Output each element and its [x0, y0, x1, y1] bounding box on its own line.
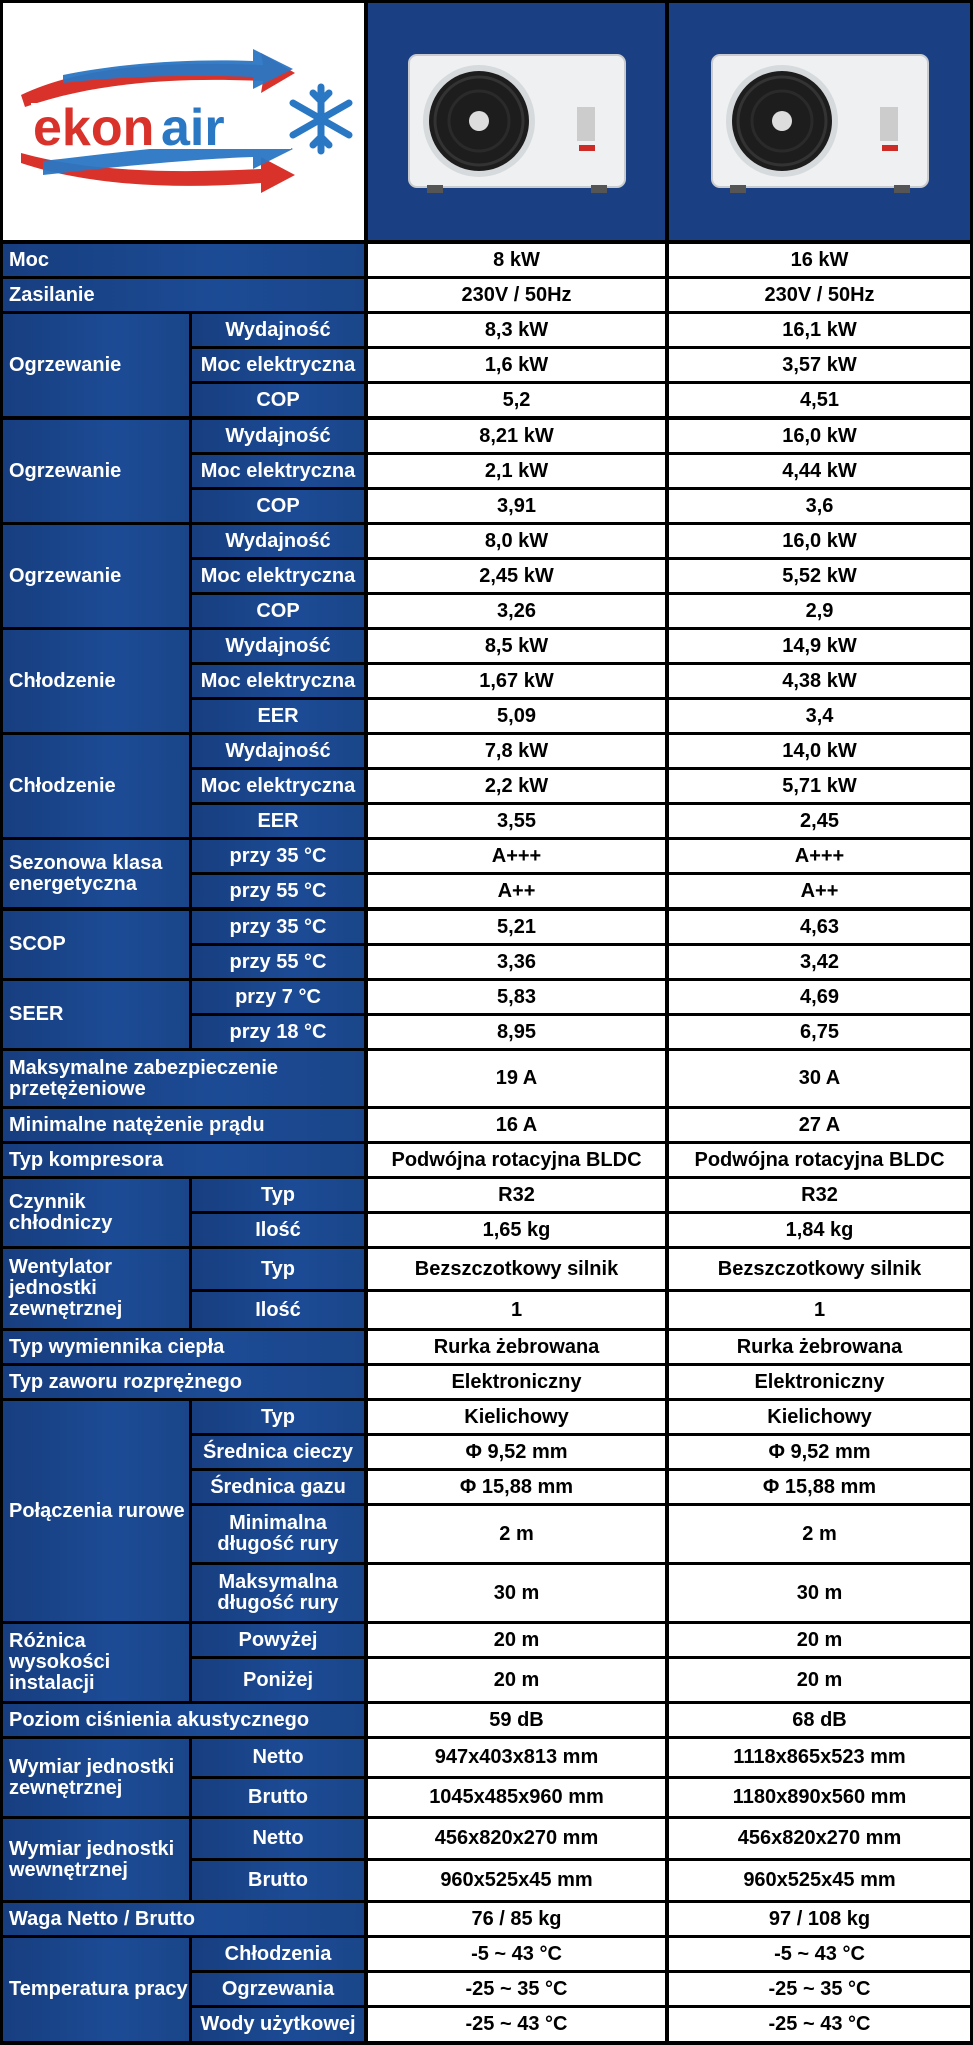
value-cell-model-1: Bezszczotkowy silnik — [368, 1249, 665, 1289]
sub-label: COP — [192, 595, 364, 627]
group-label: SEER — [3, 981, 189, 1048]
value-cell-model-2: 14,0 kW — [669, 735, 970, 767]
value-cell-model-2: Kielichowy — [669, 1401, 970, 1433]
value-cell-model-2: R32 — [669, 1179, 970, 1211]
value-cell-model-2: 16,0 kW — [669, 525, 970, 557]
value-cell-model-1: 230V / 50Hz — [368, 279, 665, 311]
sub-label: Wydajność — [192, 420, 364, 452]
value-cell-model-1: A++ — [368, 875, 665, 907]
value-cell-model-1: 20 m — [368, 1659, 665, 1701]
value-cell-model-2: 2 m — [669, 1506, 970, 1562]
value-cell-model-1: 1045x485x960 mm — [368, 1779, 665, 1816]
row-label: Waga Netto / Brutto — [3, 1903, 364, 1935]
value-cell-model-2: 16,1 kW — [669, 314, 970, 346]
value-cell-model-1: 2 m — [368, 1506, 665, 1562]
sub-label: przy 35 °C — [192, 911, 364, 943]
sub-label: Wydajność — [192, 525, 364, 557]
sub-label: Wydajność — [192, 735, 364, 767]
value-cell-model-1: 2,2 kW — [368, 770, 665, 802]
value-cell-model-1: 960x525x45 mm — [368, 1861, 665, 1900]
value-cell-model-2: 230V / 50Hz — [669, 279, 970, 311]
sub-label: Średnica gazu — [192, 1471, 364, 1503]
value-cell-model-1: 7,8 kW — [368, 735, 665, 767]
value-cell-model-2: 4,38 kW — [669, 665, 970, 697]
group-label: Chłodzenie — [3, 735, 189, 837]
value-cell-model-2: 1,84 kg — [669, 1214, 970, 1246]
value-cell-model-1: Podwójna rotacyjna BLDC — [368, 1144, 665, 1176]
value-cell-model-1: 8,5 kW — [368, 630, 665, 662]
value-cell-model-1: 20 m — [368, 1624, 665, 1656]
value-cell-model-2: 3,4 — [669, 700, 970, 732]
group-label: Połączenia rurowe — [3, 1401, 189, 1621]
row-label: Typ wymiennika ciepła — [3, 1331, 364, 1363]
value-cell-model-2: 4,44 kW — [669, 455, 970, 487]
sub-label: przy 7 °C — [192, 981, 364, 1013]
sub-label: Moc elektryczna — [192, 455, 364, 487]
value-cell-model-2: 3,42 — [669, 946, 970, 978]
outdoor-unit-image — [407, 47, 627, 197]
sub-label: przy 35 °C — [192, 840, 364, 872]
value-cell-model-2: 30 m — [669, 1565, 970, 1621]
product-image-panel-2 — [669, 3, 970, 240]
value-cell-model-2: -5 ~ 43 °C — [669, 1938, 970, 1970]
value-cell-model-1: -5 ~ 43 °C — [368, 1938, 665, 1970]
value-cell-model-1: 1,67 kW — [368, 665, 665, 697]
group-label: Ogrzewanie — [3, 420, 189, 522]
value-cell-model-1: 1,6 kW — [368, 349, 665, 381]
value-cell-model-1: 8 kW — [368, 244, 665, 276]
ekonair-logo — [3, 3, 364, 240]
value-cell-model-2: 97 / 108 kg — [669, 1903, 970, 1935]
value-cell-model-2: 5,52 kW — [669, 560, 970, 592]
value-cell-model-2: 5,71 kW — [669, 770, 970, 802]
value-cell-model-2: 68 dB — [669, 1704, 970, 1736]
value-cell-model-2: A++ — [669, 875, 970, 907]
value-cell-model-2: 16 kW — [669, 244, 970, 276]
sub-label: Poniżej — [192, 1659, 364, 1701]
sub-label: przy 55 °C — [192, 875, 364, 907]
group-label: Wymiar jednostki wewnętrznej — [3, 1819, 189, 1900]
sub-label: Wydajność — [192, 630, 364, 662]
sub-label: Typ — [192, 1249, 364, 1289]
group-label: Czynnik chłodniczy — [3, 1179, 189, 1246]
value-cell-model-2: 960x525x45 mm — [669, 1861, 970, 1900]
value-cell-model-2: 456x820x270 mm — [669, 1819, 970, 1858]
product-image-panel-1 — [368, 3, 665, 240]
group-label: Temperatura pracy — [3, 1938, 189, 2041]
value-cell-model-1: 8,3 kW — [368, 314, 665, 346]
sub-label: Netto — [192, 1739, 364, 1776]
value-cell-model-2: 4,63 — [669, 911, 970, 943]
value-cell-model-1: 1,65 kg — [368, 1214, 665, 1246]
value-cell-model-1: 3,26 — [368, 595, 665, 627]
group-label: Ogrzewanie — [3, 525, 189, 627]
value-cell-model-1: 1 — [368, 1292, 665, 1328]
value-cell-model-2: -25 ~ 43 °C — [669, 2008, 970, 2041]
value-cell-model-1: Rurka żebrowana — [368, 1331, 665, 1363]
value-cell-model-2: -25 ~ 35 °C — [669, 1973, 970, 2005]
group-label: Sezonowa klasa energetyczna — [3, 840, 189, 907]
sub-label: Powyżej — [192, 1624, 364, 1656]
sub-label: Średnica cieczy — [192, 1436, 364, 1468]
value-cell-model-1: 8,95 — [368, 1016, 665, 1048]
row-label: Poziom ciśnienia akustycznego — [3, 1704, 364, 1736]
sub-label: przy 18 °C — [192, 1016, 364, 1048]
sub-label: Typ — [192, 1401, 364, 1433]
value-cell-model-2: 6,75 — [669, 1016, 970, 1048]
value-cell-model-1: 8,0 kW — [368, 525, 665, 557]
sub-label: Brutto — [192, 1861, 364, 1900]
value-cell-model-2: Podwójna rotacyjna BLDC — [669, 1144, 970, 1176]
row-label: Minimalne natężenie prądu — [3, 1109, 364, 1141]
value-cell-model-2: Bezszczotkowy silnik — [669, 1249, 970, 1289]
value-cell-model-2: Rurka żebrowana — [669, 1331, 970, 1363]
value-cell-model-1: 2,45 kW — [368, 560, 665, 592]
sub-label: Moc elektryczna — [192, 560, 364, 592]
value-cell-model-2: 1 — [669, 1292, 970, 1328]
group-label: SCOP — [3, 911, 189, 978]
value-cell-model-2: 20 m — [669, 1659, 970, 1701]
value-cell-model-2: 1180x890x560 mm — [669, 1779, 970, 1816]
outdoor-unit-image — [710, 47, 930, 197]
row-label: Typ kompresora — [3, 1144, 364, 1176]
sub-label: EER — [192, 700, 364, 732]
value-cell-model-1: -25 ~ 35 °C — [368, 1973, 665, 2005]
value-cell-model-2: 20 m — [669, 1624, 970, 1656]
sub-label: Wody użytkowej — [192, 2008, 364, 2041]
value-cell-model-1: 5,83 — [368, 981, 665, 1013]
sub-label: Wydajność — [192, 314, 364, 346]
value-cell-model-1: 76 / 85 kg — [368, 1903, 665, 1935]
value-cell-model-1: Kielichowy — [368, 1401, 665, 1433]
sub-label: Moc elektryczna — [192, 665, 364, 697]
value-cell-model-2: 3,57 kW — [669, 349, 970, 381]
sub-label: Netto — [192, 1819, 364, 1858]
snowflake-icon — [293, 87, 349, 151]
value-cell-model-2: 4,51 — [669, 384, 970, 416]
value-cell-model-1: 2,1 kW — [368, 455, 665, 487]
value-cell-model-1: 19 A — [368, 1051, 665, 1106]
sub-label: przy 55 °C — [192, 946, 364, 978]
row-label: Typ zaworu rozprężnego — [3, 1366, 364, 1398]
value-cell-model-1: Elektroniczny — [368, 1366, 665, 1398]
value-cell-model-2: 4,69 — [669, 981, 970, 1013]
sub-label: Chłodzenia — [192, 1938, 364, 1970]
value-cell-model-1: 3,36 — [368, 946, 665, 978]
value-cell-model-2: 2,45 — [669, 805, 970, 837]
logo-panel — [3, 3, 364, 240]
sub-label: Moc elektryczna — [192, 770, 364, 802]
value-cell-model-2: 3,6 — [669, 490, 970, 522]
value-cell-model-1: 8,21 kW — [368, 420, 665, 452]
sub-label: EER — [192, 805, 364, 837]
value-cell-model-1: 30 m — [368, 1565, 665, 1621]
value-cell-model-1: Φ 15,88 mm — [368, 1471, 665, 1503]
value-cell-model-1: 3,55 — [368, 805, 665, 837]
group-label: Wentylator jednostki zewnętrznej — [3, 1249, 189, 1328]
sub-label: Ilość — [192, 1214, 364, 1246]
sub-label: Minimalna długość rury — [192, 1506, 364, 1562]
value-cell-model-2: 14,9 kW — [669, 630, 970, 662]
value-cell-model-1: 5,21 — [368, 911, 665, 943]
sub-label: Ogrzewania — [192, 1973, 364, 2005]
value-cell-model-2: Φ 15,88 mm — [669, 1471, 970, 1503]
group-label: Chłodzenie — [3, 630, 189, 732]
value-cell-model-1: 3,91 — [368, 490, 665, 522]
value-cell-model-1: Φ 9,52 mm — [368, 1436, 665, 1468]
value-cell-model-2: A+++ — [669, 840, 970, 872]
value-cell-model-1: R32 — [368, 1179, 665, 1211]
value-cell-model-1: 59 dB — [368, 1704, 665, 1736]
logo-text-ekon: ekon — [33, 99, 155, 157]
value-cell-model-2: 16,0 kW — [669, 420, 970, 452]
group-label: Różnica wysokości instalacji — [3, 1624, 189, 1701]
value-cell-model-1: 5,2 — [368, 384, 665, 416]
sub-label: Moc elektryczna — [192, 349, 364, 381]
logo-text-air: air — [161, 99, 225, 157]
group-label: Wymiar jednostki zewnętrznej — [3, 1739, 189, 1816]
sub-label: Ilość — [192, 1292, 364, 1328]
value-cell-model-1: -25 ~ 43 °C — [368, 2008, 665, 2041]
value-cell-model-2: 27 A — [669, 1109, 970, 1141]
sub-label: Brutto — [192, 1779, 364, 1816]
sub-label: Maksymalna długość rury — [192, 1565, 364, 1621]
value-cell-model-2: 2,9 — [669, 595, 970, 627]
row-label: Moc — [3, 244, 364, 276]
sub-label: Typ — [192, 1179, 364, 1211]
row-label: Zasilanie — [3, 279, 364, 311]
value-cell-model-1: 456x820x270 mm — [368, 1819, 665, 1858]
row-label: Maksymalne zabezpieczenie przetężeniowe — [3, 1051, 364, 1106]
sub-label: COP — [192, 384, 364, 416]
value-cell-model-1: 5,09 — [368, 700, 665, 732]
sub-label: COP — [192, 490, 364, 522]
value-cell-model-2: Φ 9,52 mm — [669, 1436, 970, 1468]
value-cell-model-1: A+++ — [368, 840, 665, 872]
value-cell-model-2: 30 A — [669, 1051, 970, 1106]
value-cell-model-1: 947x403x813 mm — [368, 1739, 665, 1776]
value-cell-model-1: 16 A — [368, 1109, 665, 1141]
value-cell-model-2: 1118x865x523 mm — [669, 1739, 970, 1776]
group-label: Ogrzewanie — [3, 314, 189, 416]
value-cell-model-2: Elektroniczny — [669, 1366, 970, 1398]
